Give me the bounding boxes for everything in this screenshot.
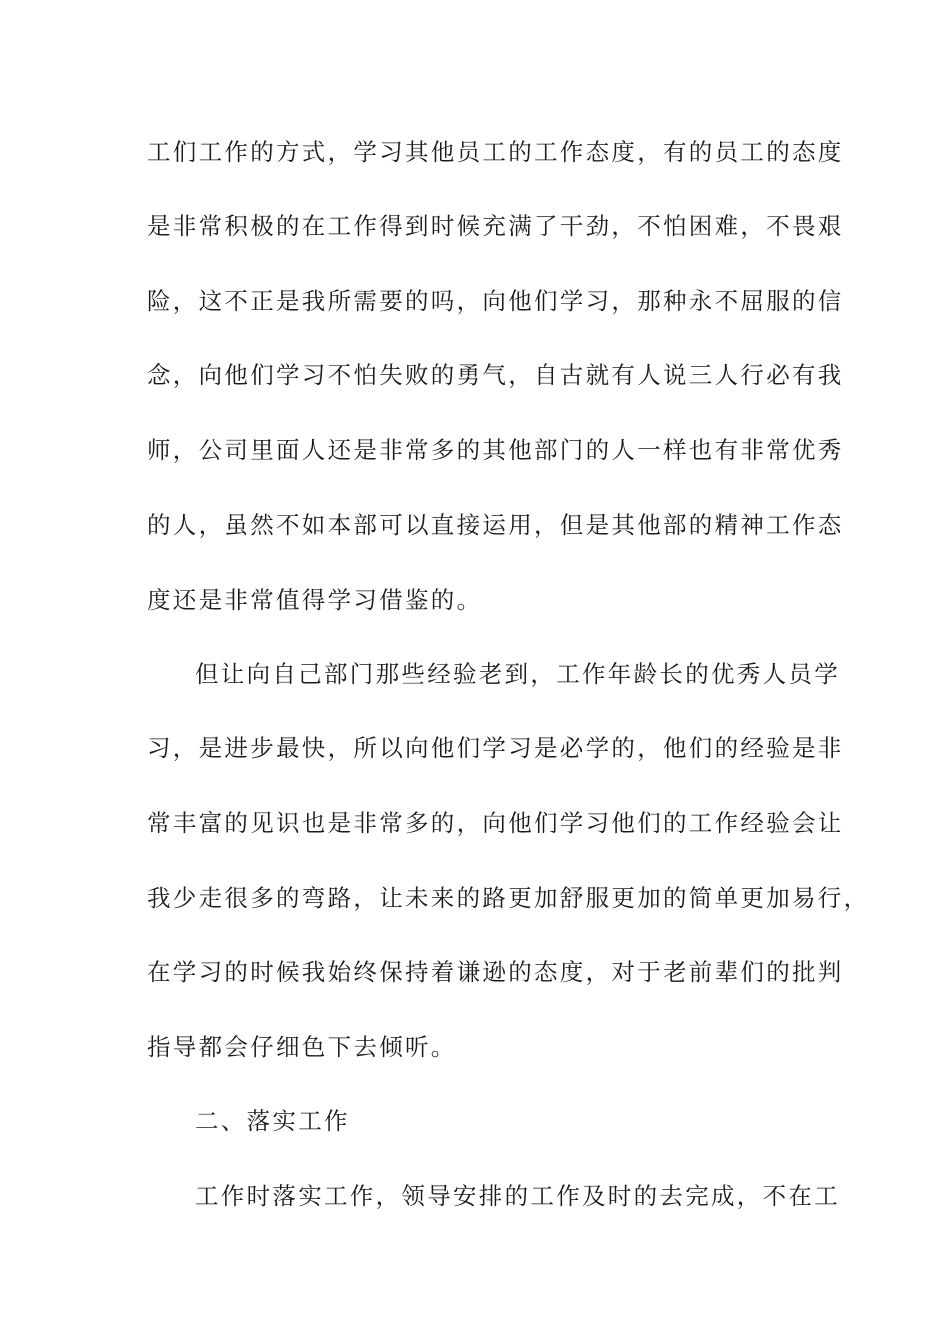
text-line-6: 的人，虽然不如本部可以直接运用，但是其他部的精神工作态 — [147, 511, 844, 539]
text-line-4: 念，向他们学习不怕失败的勇气，自古就有人说三人行必有我 — [147, 361, 844, 389]
text-line-12: 在学习的时候我始终保持着谦逊的态度，对于老前辈们的批判 — [147, 958, 844, 986]
text-line-5: 师，公司里面人还是非常多的其他部门的人一样也有非常优秀 — [147, 436, 844, 464]
text-line-2: 是非常积极的在工作得到时候充满了干劲，不怕困难，不畏艰 — [147, 212, 844, 240]
paragraph-start-line-2: 工作时落实工作，领导安排的工作及时的去完成，不在工 — [195, 1182, 840, 1210]
text-line-1: 工们工作的方式，学习其他员工的工作态度，有的员工的态度 — [147, 138, 844, 166]
text-line-10: 常丰富的见识也是非常多的，向他们学习他们的工作经验会让 — [147, 809, 844, 837]
text-line-11: 我少走很多的弯路，让未来的路更加舒服更加的简单更加易行， — [147, 884, 870, 912]
text-line-3: 险，这不正是我所需要的吗，向他们学习，那种永不屈服的信 — [147, 287, 844, 315]
text-line-9: 习，是进步最快，所以向他们学习是必学的，他们的经验是非 — [147, 734, 844, 762]
paragraph-start-line: 但让向自己部门那些经验老到，工作年龄长的优秀人员学 — [195, 660, 840, 688]
text-line-7: 度还是非常值得学习借鉴的。 — [147, 586, 483, 614]
section-heading: 二、落实工作 — [195, 1107, 350, 1135]
text-line-13: 指导都会仔细色下去倾听。 — [147, 1033, 457, 1061]
